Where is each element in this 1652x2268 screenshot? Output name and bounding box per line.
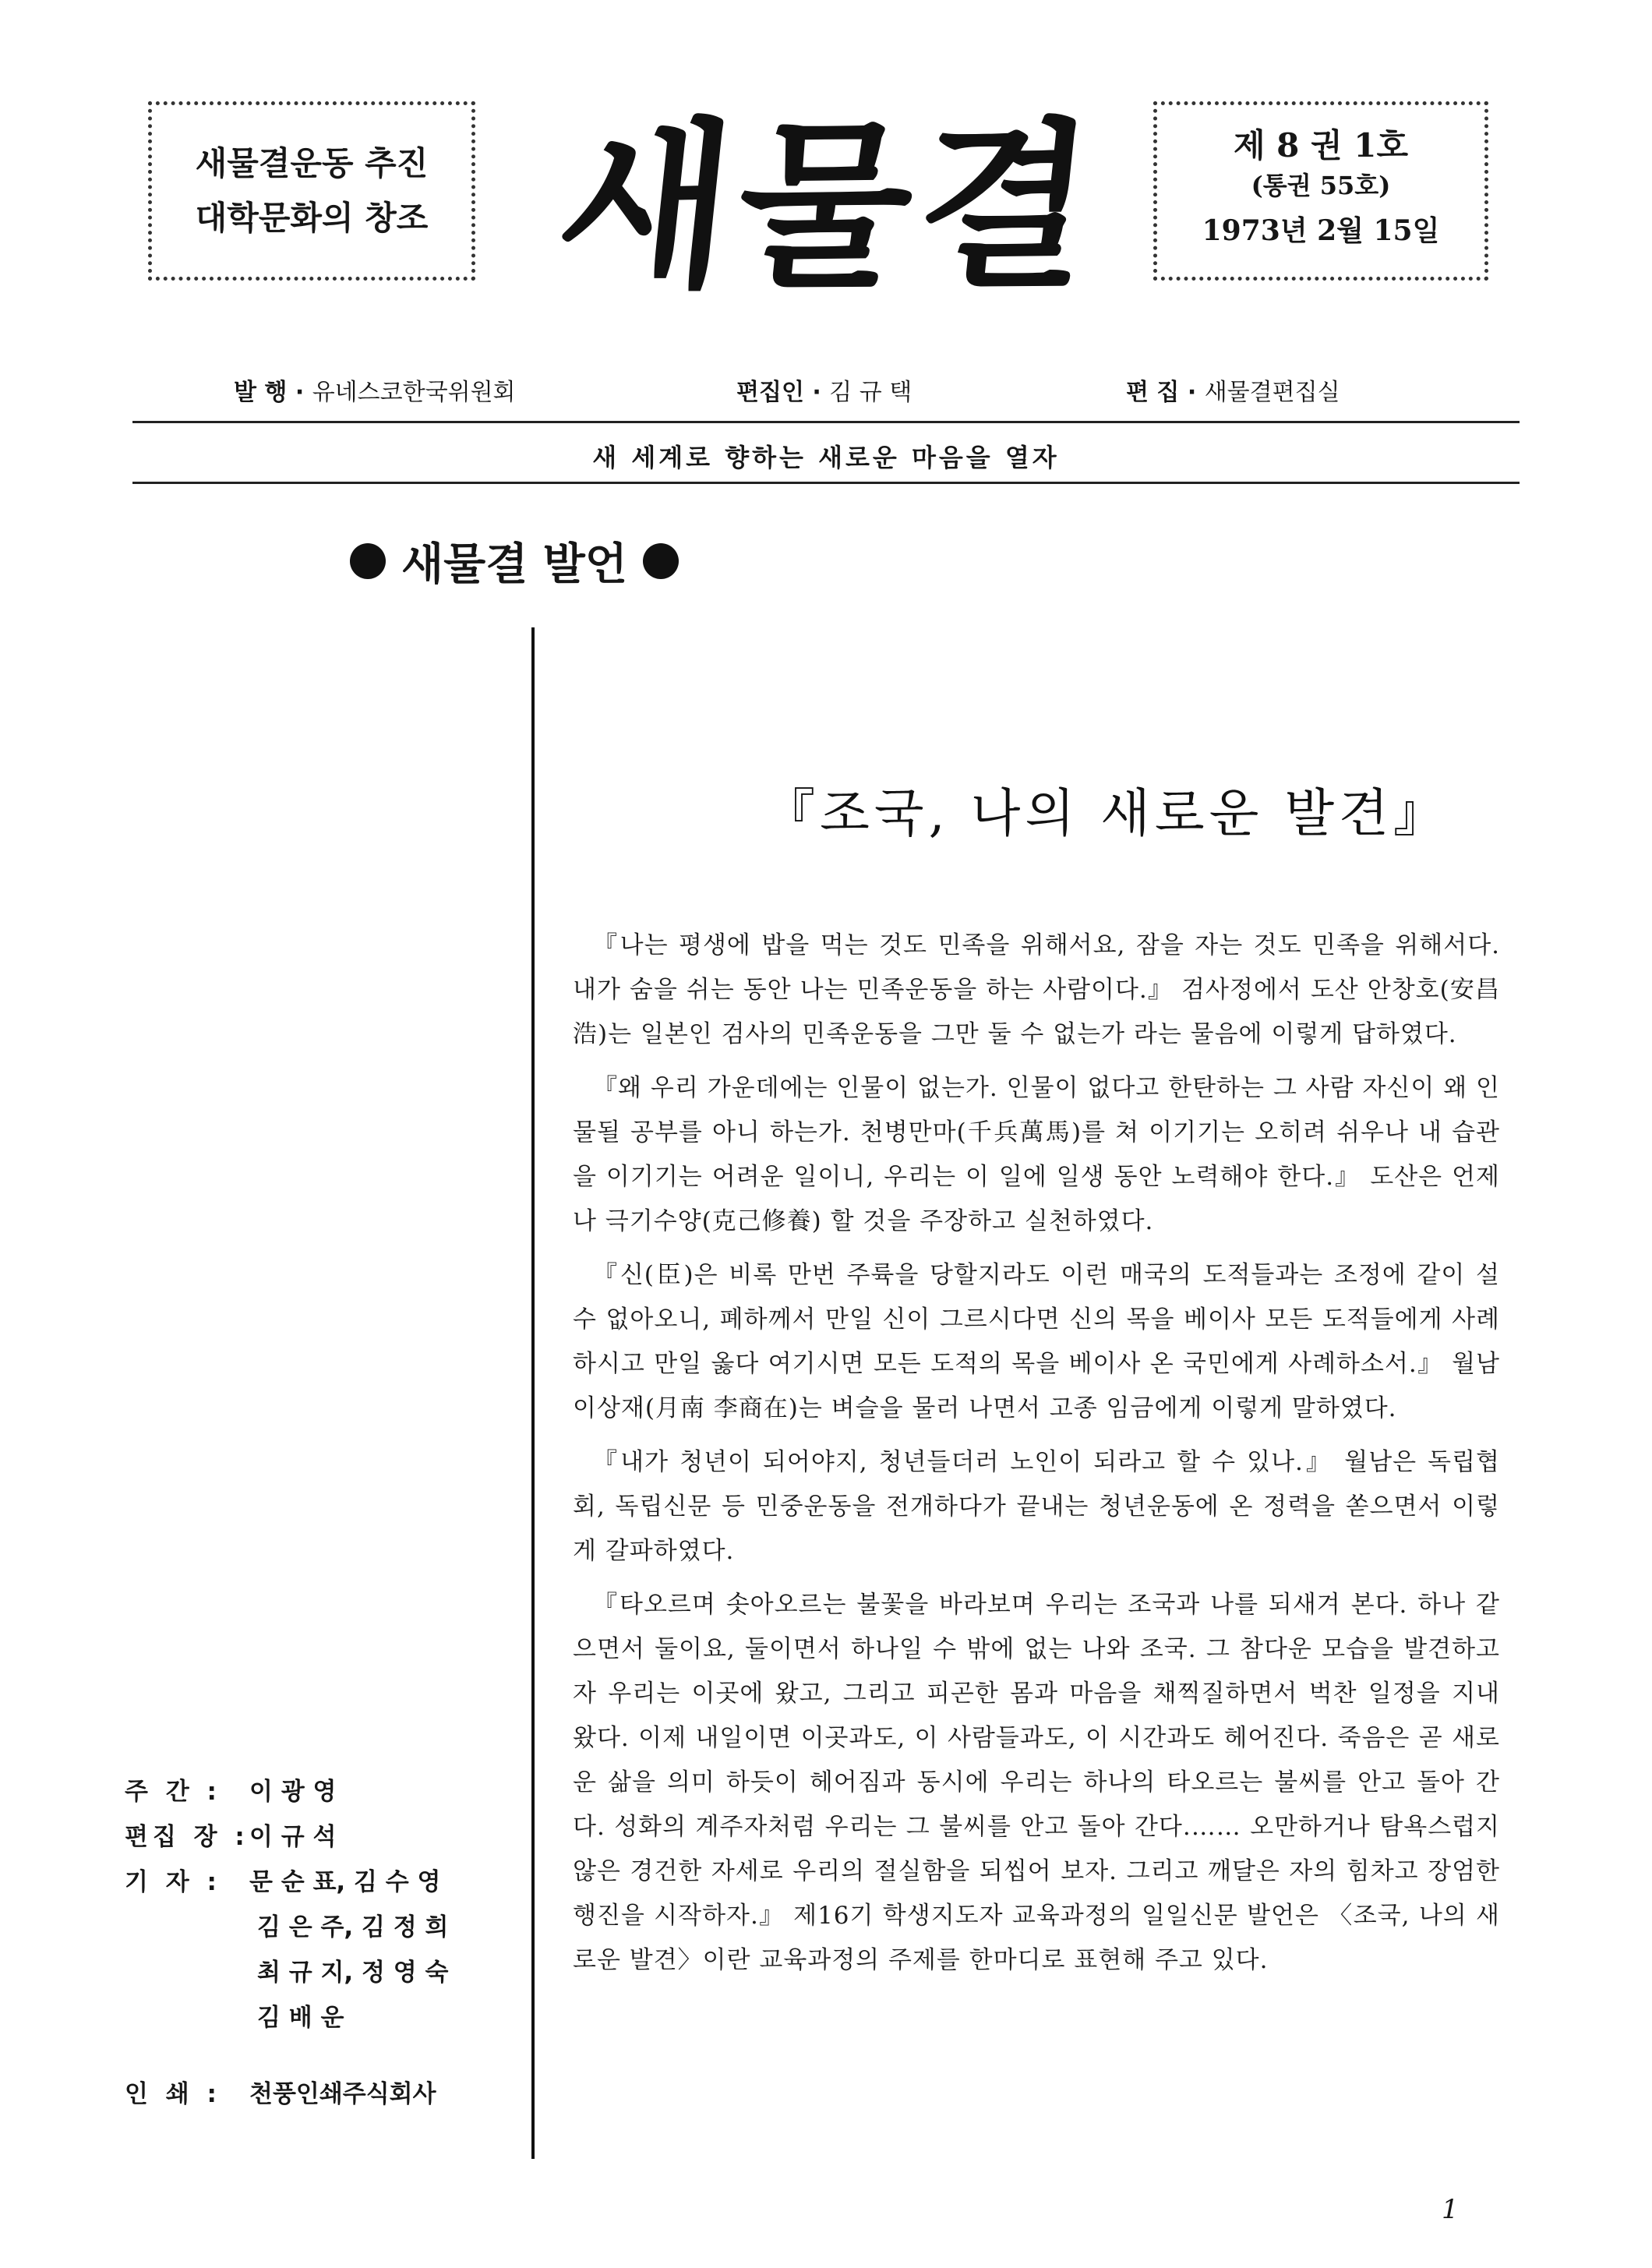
editorial-office-info — [1126, 373, 1340, 407]
staff-names: 김 은 주, 김 정 희 — [257, 1913, 449, 1941]
staff-role: 주 간 : — [125, 1778, 221, 1806]
staff-names: 이 규 석 — [249, 1823, 337, 1851]
staff-role: 기 자 : — [125, 1868, 221, 1896]
article-paragraph: 『왜 우리 가운데에는 인물이 없는가. 인물이 없다고 한탄하는 그 사람 자신이 왜 인물될 공부를 아니 하는가. 천병만마(千兵萬馬)를 쳐 이기기는 오히려 쉬우나 내 습관을 이기기는 어려운 일이니, 우리는 이 일에 일생 동안 노력해야 한다.』 도산은 언제나 극기수양(克己修養) 할 것을 주장하고 실천하였다. — [573, 1074, 1500, 1235]
staff-names: 이 광 영 — [249, 1778, 337, 1806]
editorial-office-value: 새물결편집실 — [1204, 379, 1340, 406]
page-number: 1 — [1442, 2194, 1459, 2225]
issue-total-number: (통권 55호) — [1251, 171, 1391, 200]
editor-value: 김 규 택 — [829, 379, 912, 406]
publisher-value: 유네스코한국위원회 — [312, 379, 516, 406]
staff-names: 김 배 운 — [257, 2004, 344, 2032]
slogan-line-2: 대학문화의 창조 — [195, 199, 429, 237]
article-title: 『조국, 나의 새로운 발견』 — [764, 783, 1449, 843]
staff-row-printer — [125, 2072, 530, 2117]
staff-names: 최 규 지, 정 영 숙 — [257, 1959, 449, 1987]
editorial-office-label: 편 집 · — [1126, 379, 1205, 406]
issue-date: 1973년 2월 15일 — [1202, 214, 1440, 247]
motto: 새 세계로 향하는 새로운 마음을 열자 — [592, 443, 1060, 472]
header-rule-top — [132, 421, 1520, 423]
staff-row-chief — [125, 1769, 530, 1814]
staff-role: 편집 장 : — [125, 1823, 249, 1851]
editor-label: 편집인 · — [736, 379, 830, 406]
editor-info — [736, 373, 912, 407]
masthead-title: 새물결 — [548, 101, 1109, 312]
bullet-left-icon — [350, 543, 386, 579]
issue-volume: 제 8 권 1호 — [1233, 126, 1409, 164]
publisher-label: 발 행 · — [234, 379, 312, 406]
header-rule-bottom — [132, 482, 1520, 484]
article-paragraph: 『타오르며 솟아오르는 불꽃을 바라보며 우리는 조국과 나를 되새겨 본다. 하나 같으면서 둘이요, 둘이면서 하나일 수 밖에 없는 나와 조국. 그 참다운 모습을 발견하고자 우리는 이곳에 왔고, 그리고 피곤한 몸과 마음을 채찍질하면서 벅찬 일정을 지내 왔다. 이제 내일이면 이곳과도, 이 사람들과도, 이 시간과도 헤어진다. 죽음은 곧 새로운 삶을 의미 하듯이 헤어짐과 동시에 우리는 하나의 타오르는 불씨를 안고 돌아 간다. 성화의 계주자처럼 우리는 그 불씨를 안고 돌아 간다.…… 오만하거나 탐욕스럽지 않은 경건한 자세로 우리의 절실함을 되씹어 보자. 그리고 깨달은 자의 힘차고 장엄한 행진을 시작하자.』 제16기 학생지도자 교육과정의 일일신문 발언은 〈조국, 나의 새로운 발견〉이란 교육과정의 주제를 한마디로 표현해 주고 있다. — [573, 1591, 1500, 1974]
staff-names: 문 순 표, 김 수 영 — [249, 1868, 441, 1896]
section-heading-text: 새물결 발언 — [401, 539, 627, 590]
staff-row-reporters — [125, 1860, 530, 1905]
issue-box — [1153, 101, 1488, 281]
publisher-info — [234, 373, 516, 407]
article-paragraph: 『내가 청년이 되어야지, 청년들더러 노인이 되라고 할 수 있나.』 월남은 독립협회, 독립신문 등 민중운동을 전개하다가 끝내는 청년운동에 온 정력을 쏟으면서 이렇게 갈파하였다. — [573, 1448, 1500, 1565]
article-paragraph: 『나는 평생에 밥을 먹는 것도 민족을 위해서요, 잠을 자는 것도 민족을 위해서다. 내가 숨을 쉬는 동안 나는 민족운동을 하는 사람이다.』 검사정에서 도산 안창호(安昌浩)는 일본인 검사의 민족운동을 그만 둘 수 없는가 라는 물음에 이렇게 답하였다. — [573, 931, 1500, 1048]
article-paragraph: 『신(臣)은 비록 만번 주륙을 당할지라도 이런 매국의 도적들과는 조정에 같이 설 수 없아오니, 폐하께서 만일 신이 그르시다면 신의 목을 베이사 모든 도적들에게 사례하시고 만일 옳다 여기시면 모든 도적의 목을 베이사 온 국민에게 사례하소서.』 월남 이상재(月南 李商在)는 벼슬을 물러 나면서 고종 임금에게 이렇게 말하였다. — [573, 1261, 1500, 1422]
staff-role: 인 쇄 : — [125, 2080, 221, 2108]
bullet-right-icon — [643, 543, 679, 579]
staff-row-editor-in-chief — [125, 1814, 530, 1860]
staff-credits — [125, 1769, 530, 2117]
staff-names: 천풍인쇄주식회사 — [249, 2080, 436, 2108]
section-heading — [312, 530, 717, 592]
slogan-line-1: 새물결운동 추진 — [195, 144, 429, 182]
article-body — [573, 924, 1500, 1992]
slogan-box — [148, 101, 475, 281]
column-divider — [531, 627, 535, 2159]
